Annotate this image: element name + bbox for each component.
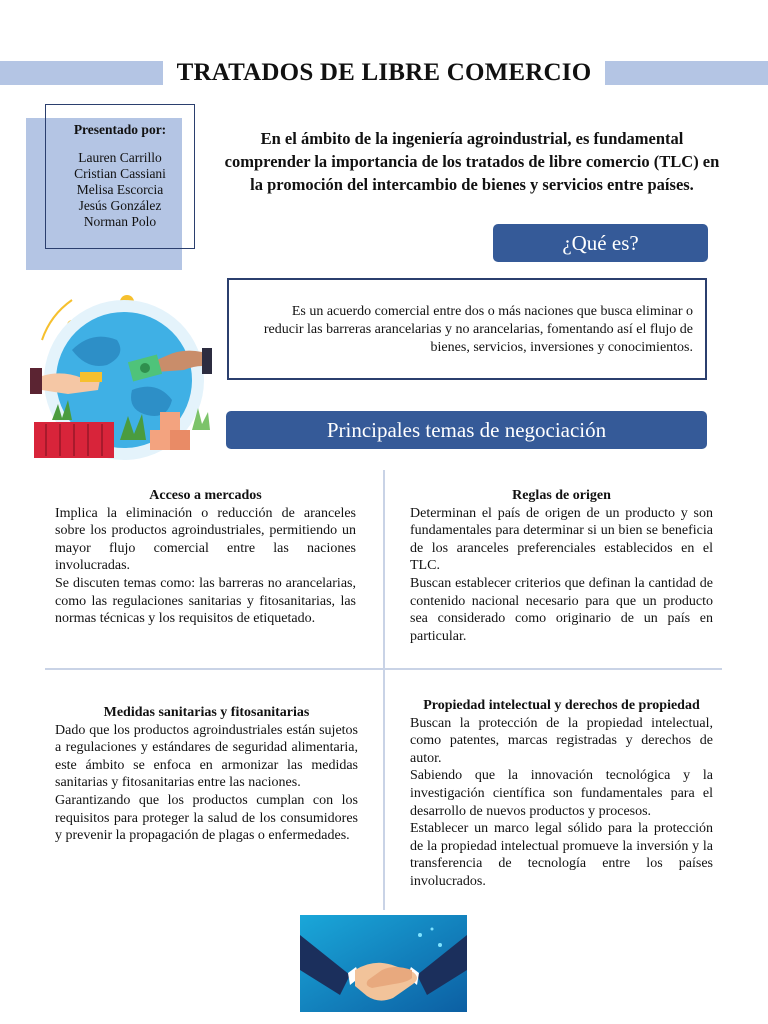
definition-box: Es un acuerdo comercial entre dos o más naciones que busca eliminar o reducir las barreras arancelarias y no arancelarias, fomentando así el flujo de bienes, servicios, inversiones y conocimientos. [227, 278, 707, 380]
section-intellectual-property [410, 697, 713, 891]
section-paragraph: Dado que los productos agroindustriales están sujetos a regulaciones y estándares de seguridad alimentaria, este ámbito se enfoca en armonizar las medidas sanitarias y fitosanitarias entre las naciones. [55, 722, 358, 791]
section-rules-of-origin [410, 487, 713, 645]
presenters-heading: Presentado por: [73, 122, 167, 137]
globe-trade-illustration [12, 280, 212, 465]
section-paragraph: Buscan establecer criterios que definan la cantidad de contenido nacional necesario para que un producto sea considerado como originario de un país en particular. [410, 575, 713, 644]
topics-heading: Principales temas de negociación [226, 411, 707, 449]
section-title: Acceso a mercados [149, 488, 262, 503]
presenter-name: Melisa Escorcia [76, 182, 164, 197]
section-paragraph: Se discuten temas como: las barreras no arancelarias, como las regulaciones sanitarias y fitosanitarias, las normas técnicas y los requisitos de etiquetado. [55, 575, 356, 627]
section-paragraph: Implica la eliminación o reducción de aranceles sobre los productos agroindustriales, permitiendo un mayor flujo comercial entre las naciones involucradas. [55, 505, 356, 574]
handshake-illustration [300, 915, 467, 1012]
presenter-name: Cristian Cassiani [74, 166, 166, 181]
presenter-name: Lauren Carrillo [78, 150, 162, 165]
section-paragraph: Determinan el país de origen de un producto y son fundamentales para determinar si un bien se beneficia de los aranceles preferenciales establecidos en el TLC. [410, 505, 713, 574]
presenters-box [45, 104, 195, 249]
section-paragraph: Garantizando que los productos cumplan con los requisitos para proteger la salud de los consumidores y prevenir la propagación de plagas o enfermedades. [55, 792, 358, 844]
presenter-name: Norman Polo [83, 214, 157, 229]
presenter-name: Jesús González [78, 198, 162, 213]
section-paragraph: Buscan la protección de la propiedad intelectual, como patentes, marcas registradas y derechos de autor. [410, 715, 713, 766]
section-sanitary-measures [55, 704, 358, 845]
what-is-heading: ¿Qué es? [493, 224, 708, 262]
intro-text: En el ámbito de la ingeniería agroindustrial, es fundamental comprender la importancia de los tratados de libre comercio (TLC) en la promoción del intercambio de bienes y servicios entre países. [224, 129, 720, 194]
title-band-right [605, 61, 768, 85]
section-title: Reglas de origen [512, 488, 611, 503]
section-paragraph: Sabiendo que la innovación tecnológica y la investigación científica son fundamentales para el desarrollo de nuevos productos y procesos. [410, 768, 713, 819]
section-title: Propiedad intelectual y derechos de propiedad [423, 698, 700, 713]
page-title: TRATADOS DE LIBRE COMERCIO [163, 56, 605, 90]
grid-divider-horizontal [45, 668, 722, 670]
section-title: Medidas sanitarias y fitosanitarias [103, 705, 310, 720]
section-market-access [55, 487, 356, 628]
section-paragraph: Establecer un marco legal sólido para la protección de la propiedad intelectual promueve la inversión y la transferencia de tecnología entre los países involucrados. [410, 821, 713, 889]
grid-divider-vertical [383, 470, 385, 910]
title-band-left [0, 61, 163, 85]
